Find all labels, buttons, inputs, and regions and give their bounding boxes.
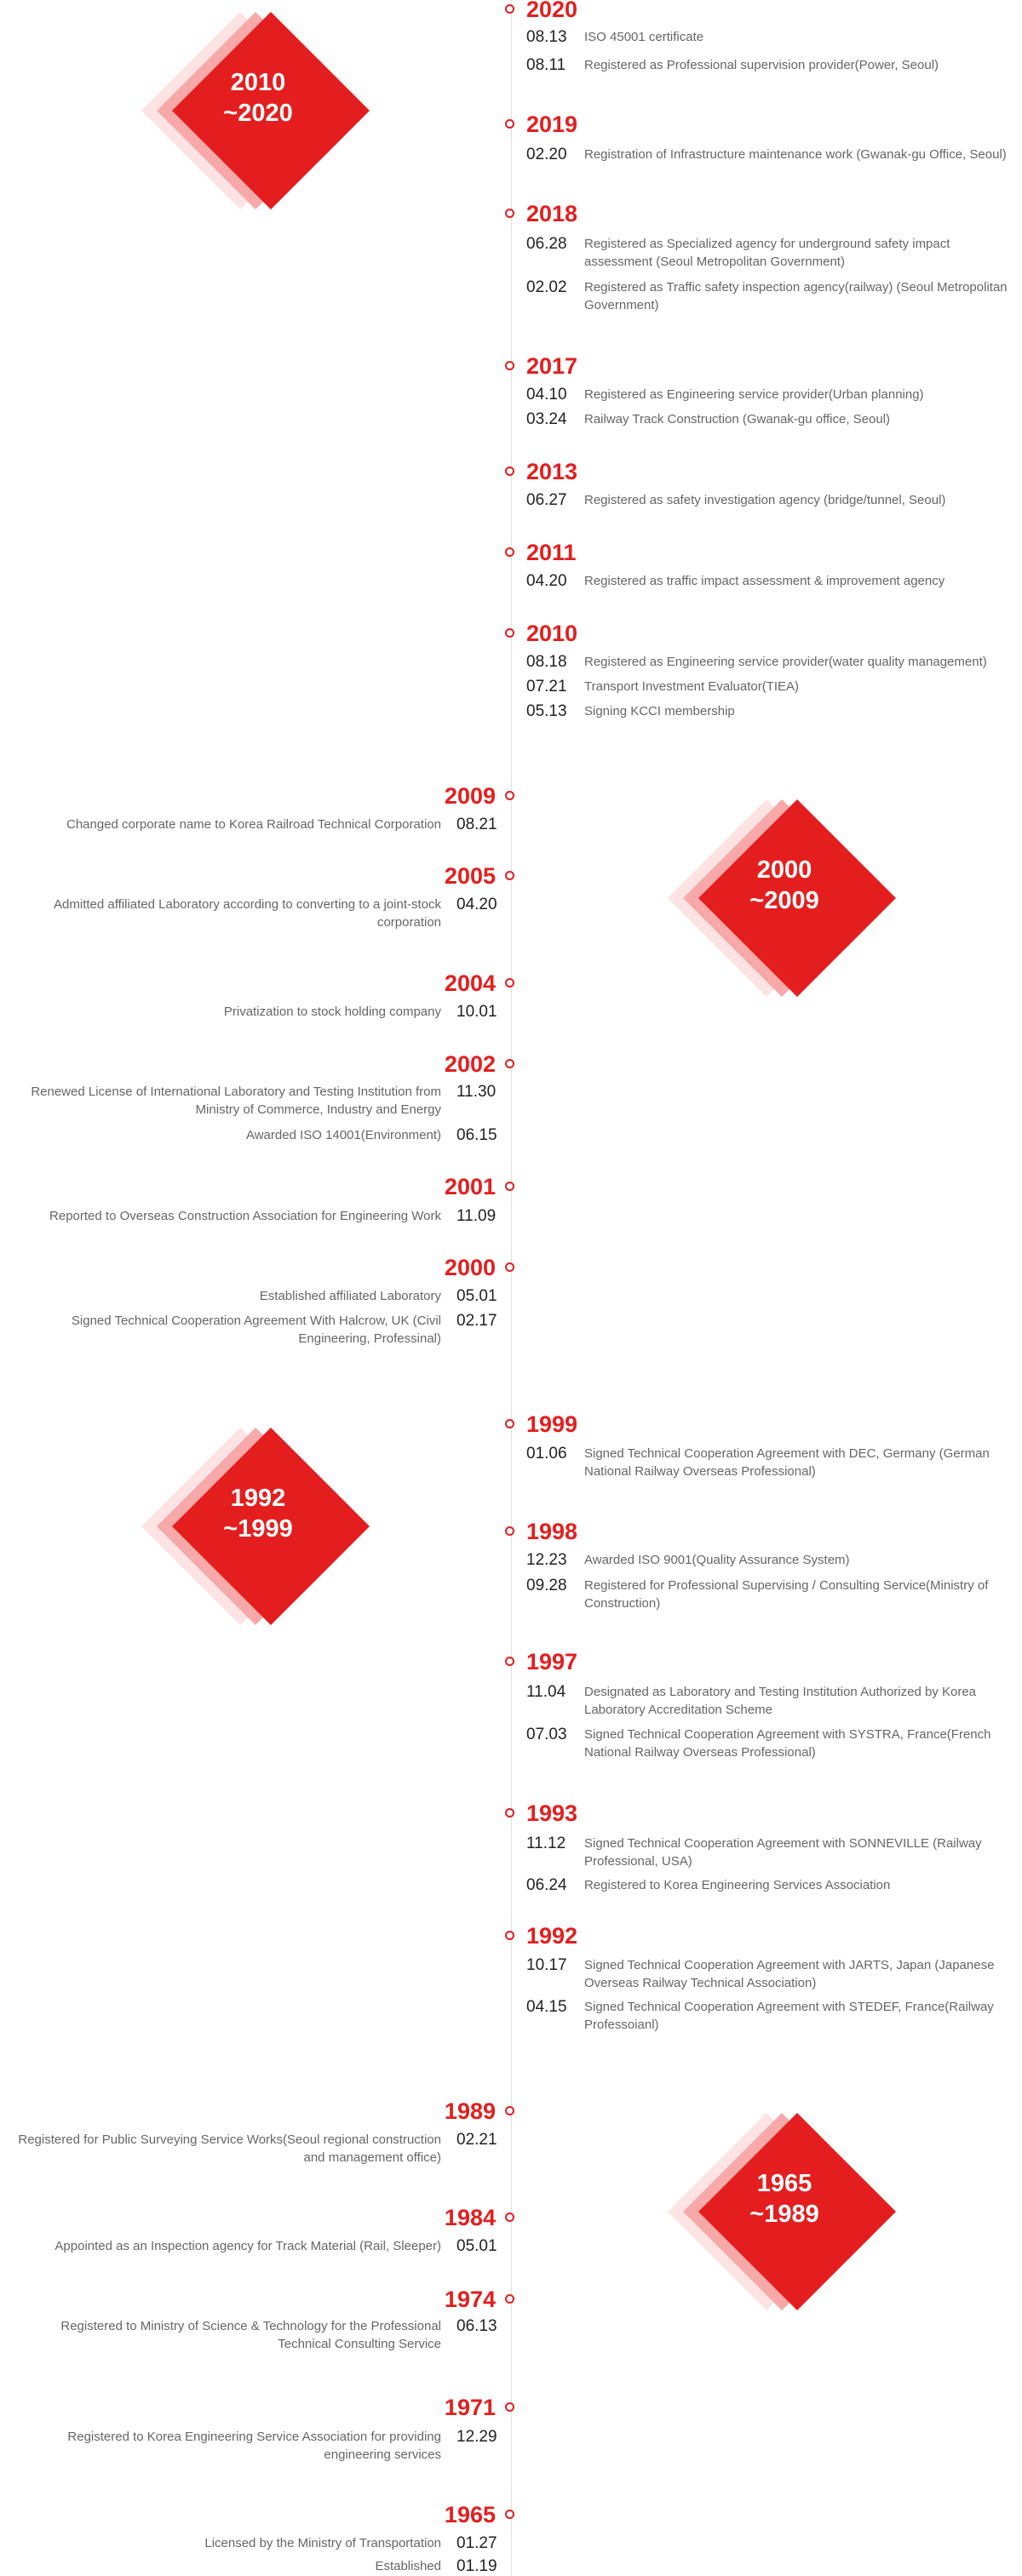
year-heading-1989: 1989: [444, 2098, 496, 2124]
event-date: 05.01: [456, 2237, 497, 2255]
year-heading-1993: 1993: [526, 1800, 578, 1826]
event-text: Signed Technical Cooperation Agreement with STEDEF, France(Railway Professoianl): [584, 2000, 994, 2032]
event-item: [0, 1312, 496, 1348]
event-text: Signed Technical Cooperation Agreement With Halcrow, UK (Civil Engineering, Professinal): [71, 1314, 441, 1346]
event-item: [0, 1287, 496, 1305]
event-text: Registered to Korea Engineering Service Association for providing engineering services: [67, 2430, 441, 2462]
timeline-dot: [505, 628, 514, 638]
year-heading-2009: 2009: [444, 783, 496, 809]
event-item: [526, 702, 1022, 720]
event-text: Changed corporate name to Korea Railroad Technical Corporation: [66, 817, 441, 832]
year-heading-1999: 1999: [526, 1411, 578, 1437]
event-text: Admitted affiliated Laboratory according to converting to a joint-stock corporation: [54, 897, 441, 930]
year-heading-2019: 2019: [526, 112, 578, 137]
timeline-dot: [505, 2402, 514, 2412]
event-item: [526, 1445, 1022, 1480]
timeline-dot: [505, 978, 514, 987]
event-text: Signed Technical Cooperation Agreement with SYSTRA, France(French National Railway Overseas Professional): [584, 1727, 991, 1760]
year-heading-1984: 1984: [444, 2205, 496, 2230]
event-date: 02.02: [526, 278, 567, 296]
event-date: 06.15: [456, 1126, 497, 1144]
event-item: [526, 410, 1022, 428]
event-date: 12.23: [526, 1551, 567, 1569]
year-heading-1997: 1997: [526, 1649, 578, 1674]
event-date: 07.03: [526, 1726, 567, 1743]
era-badge-2010-2020: [160, 0, 356, 196]
event-item: [526, 278, 1022, 314]
event-text: Renewed License of International Laboratory and Testing Institution from Ministry of Commerce, Industry and Energy: [31, 1085, 441, 1117]
event-item: [0, 2131, 496, 2167]
timeline-dot: [505, 1419, 514, 1428]
event-item: [526, 386, 1022, 404]
year-heading-2005: 2005: [444, 863, 496, 889]
timeline-dot: [505, 547, 514, 557]
event-text: Signed Technical Cooperation Agreement with DEC, Germany (German National Railway Overseas Professional): [584, 1446, 990, 1479]
year-heading-2018: 2018: [526, 201, 578, 226]
event-text: ISO 45001 certificate: [584, 30, 704, 44]
event-item: [526, 1683, 1022, 1719]
year-heading-2020: 2020: [526, 0, 578, 22]
event-text: Established affiliated Laboratory: [259, 1289, 441, 1303]
timeline-dot: [505, 1657, 514, 1666]
event-text: Signed Technical Cooperation Agreement with SONNEVILLE (Railway Professional, USA): [584, 1836, 982, 1869]
event-item: [526, 1835, 1022, 1870]
event-text: Signed Technical Cooperation Agreement with JARTS, Japan (Japanese Overseas Railway Technical Association): [584, 1958, 995, 1990]
event-text: Registered for Public Surveying Service Works(Seoul regional construction and management office): [18, 2132, 441, 2165]
event-item: [526, 1998, 1022, 2034]
event-date: 09.28: [526, 1577, 567, 1594]
timeline-axis: [511, 0, 512, 2576]
year-heading-2001: 2001: [444, 1174, 496, 1199]
event-text: Transport Investment Evaluator(TIEA): [584, 679, 800, 694]
era-label: 1992 ~1999: [223, 1484, 293, 1543]
event-text: Registered as Professional supervision provider(Power, Seoul): [584, 58, 939, 72]
era-badge-2000-2009: [686, 787, 882, 983]
timeline-dot: [505, 119, 514, 129]
event-item: [0, 1083, 496, 1119]
event-text: Designated as Laboratory and Testing Institution Authorized by Korea Laboratory Accreditation Scheme: [584, 1685, 977, 1717]
event-date: 11.09: [456, 1207, 497, 1225]
event-item: [0, 2237, 496, 2255]
event-item: [526, 1726, 1022, 1761]
event-date: 11.30: [456, 1083, 497, 1101]
event-date: 10.01: [456, 1003, 497, 1021]
event-text: Appointed as an Inspection agency for Track Material (Rail, Sleeper): [55, 2239, 441, 2253]
event-item: [0, 2317, 496, 2353]
timeline-dot: [505, 871, 514, 880]
timeline-dot: [505, 1808, 514, 1818]
event-date: 08.18: [526, 653, 567, 671]
event-item: [0, 1126, 496, 1144]
year-heading-2010: 2010: [526, 621, 578, 646]
event-date: 10.17: [526, 1956, 567, 1974]
event-text: Awarded ISO 9001(Quality Assurance System): [584, 1553, 850, 1567]
event-text: Awarded ISO 14001(Environment): [245, 1128, 441, 1142]
event-date: 02.20: [526, 146, 567, 163]
event-date: 01.19: [456, 2557, 497, 2575]
event-text: Registered as traffic impact assessment & improvement agency: [584, 574, 945, 588]
event-date: 04.20: [526, 572, 567, 590]
event-text: Registered for Professional Supervising / Consulting Service(Ministry of Construction): [584, 1578, 989, 1611]
event-date: 06.13: [456, 2317, 497, 2335]
event-text: Registered as Specialized agency for underground safety impact assessment (Seoul Metropolitan Government): [584, 237, 950, 269]
year-heading-1971: 1971: [444, 2395, 496, 2420]
event-date: 02.17: [456, 1312, 497, 1330]
event-date: 05.13: [526, 702, 567, 720]
event-item: [0, 2428, 496, 2464]
event-text: Registration of Infrastructure maintenance work (Gwanak-gu Office, Seoul): [584, 147, 1007, 162]
timeline-dot: [505, 2510, 514, 2519]
event-date: 02.21: [456, 2131, 497, 2149]
event-date: 04.15: [526, 1998, 567, 2016]
event-text: Registered as Engineering service provider(water quality management): [584, 655, 987, 669]
event-item: [526, 678, 1022, 696]
year-heading-2004: 2004: [444, 970, 496, 996]
timeline-dot: [505, 791, 514, 800]
event-item: [526, 491, 1022, 509]
timeline-dot: [505, 209, 514, 218]
event-text: Registered as Traffic safety inspection agency(railway) (Seoul Metropolitan Government): [584, 280, 1008, 312]
timeline-dot: [505, 4, 514, 14]
event-date: 01.06: [526, 1445, 567, 1463]
era-label: 2000 ~2009: [749, 856, 819, 914]
event-text: Registered to Korea Engineering Services Association: [584, 1878, 891, 1892]
event-item: [526, 28, 1022, 46]
event-date: 08.11: [526, 56, 566, 74]
event-date: 01.27: [456, 2534, 497, 2552]
event-text: Registered to Ministry of Science & Technology for the Professional Technical Consulting Service: [60, 2319, 441, 2351]
event-item: [526, 1577, 1022, 1612]
event-date: 06.24: [526, 1876, 567, 1894]
timeline-dot: [505, 361, 514, 370]
timeline-dot: [505, 2106, 514, 2115]
event-date: 03.24: [526, 410, 567, 428]
year-heading-2000: 2000: [444, 1255, 496, 1280]
event-item: [0, 2534, 496, 2552]
event-text: Registered as safety investigation agency (bridge/tunnel, Seoul): [584, 493, 946, 507]
timeline-dot: [505, 1931, 514, 1940]
event-item: [0, 1003, 496, 1021]
timeline-dot: [505, 1262, 514, 1272]
event-text: Privatization to stock holding company: [223, 1005, 441, 1019]
event-date: 06.28: [526, 235, 567, 253]
event-item: [0, 816, 496, 833]
era-badge-1965-1989: [686, 2101, 882, 2297]
year-heading-1992: 1992: [526, 1923, 578, 1949]
event-text: Registered as Engineering service provider(Urban planning): [584, 387, 924, 402]
event-item: [526, 572, 1022, 590]
event-date: 11.04: [526, 1683, 566, 1701]
event-text: Established: [375, 2559, 441, 2573]
event-item: [0, 1207, 496, 1225]
event-text: Reported to Overseas Construction Association for Engineering Work: [49, 1209, 441, 1223]
event-date: 11.12: [526, 1835, 566, 1852]
event-item: [526, 146, 1022, 163]
event-text: Licensed by the Ministry of Transportation: [204, 2536, 441, 2550]
timeline-dot: [505, 2212, 514, 2222]
year-heading-1974: 1974: [444, 2287, 496, 2312]
event-text: Railway Track Construction (Gwanak-gu office, Seoul): [584, 412, 891, 426]
event-date: 04.10: [526, 386, 567, 404]
era-badge-1992-1999: [160, 1416, 356, 1611]
event-item: [526, 1876, 1022, 1894]
event-date: 08.21: [456, 816, 497, 833]
year-heading-2017: 2017: [526, 353, 578, 379]
event-item: [526, 1551, 1022, 1569]
year-heading-2002: 2002: [444, 1051, 496, 1077]
year-heading-1998: 1998: [526, 1519, 578, 1544]
event-text: Signing KCCI membership: [584, 704, 735, 718]
event-date: 12.29: [456, 2428, 497, 2446]
timeline-dot: [505, 1182, 514, 1191]
timeline-dot: [505, 2294, 514, 2304]
event-item: [0, 896, 496, 931]
event-item: [526, 235, 1022, 271]
event-date: 05.01: [456, 1287, 497, 1305]
event-item: [526, 653, 1022, 671]
event-item: [526, 56, 1022, 74]
year-heading-2011: 2011: [526, 540, 577, 565]
year-heading-1965: 1965: [444, 2502, 496, 2527]
event-date: 06.27: [526, 491, 567, 509]
event-date: 08.13: [526, 28, 567, 46]
year-heading-2013: 2013: [526, 459, 578, 484]
event-item: [526, 1956, 1022, 1992]
timeline-dot: [505, 1526, 514, 1536]
era-label: 1965 ~1989: [749, 2169, 819, 2228]
timeline-dot: [505, 1059, 514, 1068]
timeline-dot: [505, 467, 514, 476]
event-item: [0, 2557, 496, 2575]
event-date: 04.20: [456, 896, 497, 913]
era-label: 2010 ~2020: [223, 68, 293, 127]
event-date: 07.21: [526, 678, 567, 696]
